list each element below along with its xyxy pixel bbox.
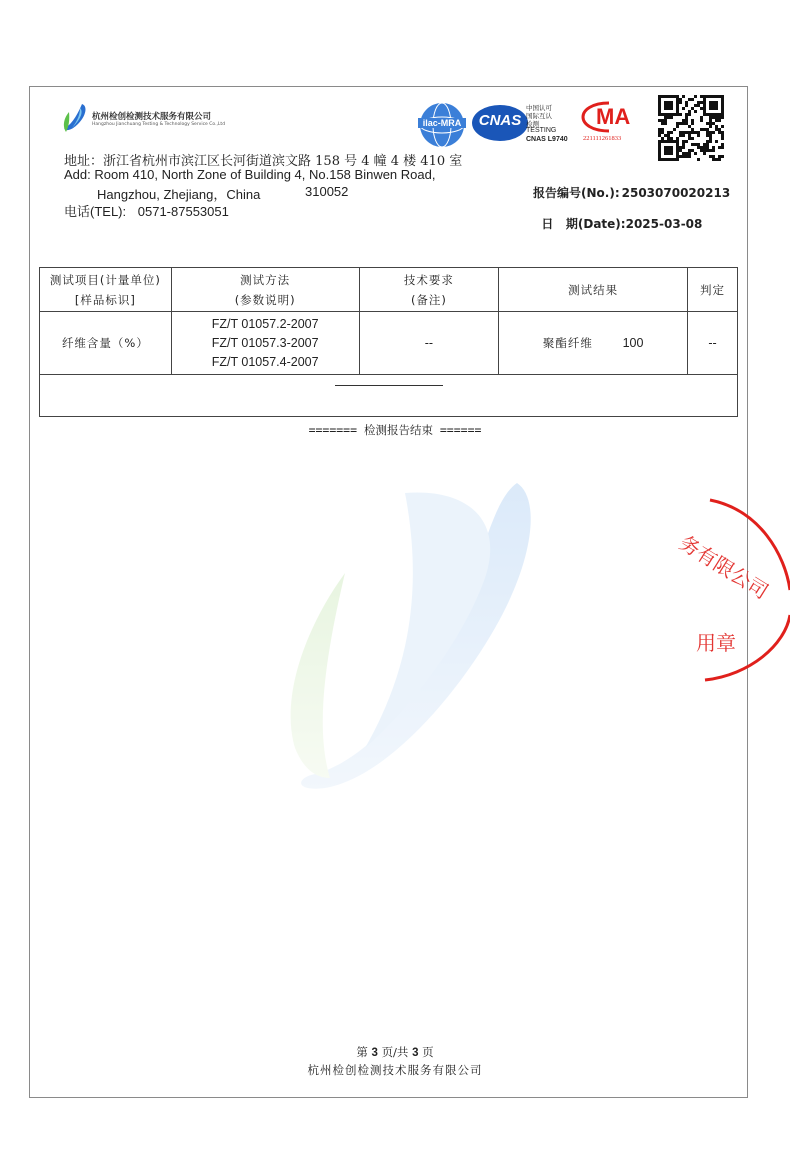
telephone-value: 0571-87553051 [137, 204, 229, 219]
page-mid: 页/共 [381, 1045, 409, 1059]
header-judgement: 判定 [688, 268, 738, 312]
method-standard-1: FZ/T 01057.2-2007 [211, 316, 319, 331]
header-test-item-line2: [样品标识] [74, 292, 136, 307]
cell-requirement: -- [359, 312, 499, 375]
seal-text-seal: 用章 [696, 631, 736, 655]
cell-test-method [171, 312, 359, 375]
address-en-value: Room 410, North Zone of Building 4, No.158 Binwen Road, [94, 167, 436, 182]
address-cn-value: 浙江省杭州市滨江区长河街道滨文路 158 号 4 幢 4 楼 410 室 [103, 154, 463, 169]
qr-code-icon [658, 95, 724, 161]
cma-number: 221111261833 [583, 135, 622, 142]
report-number-value: 2503070020213 [621, 186, 731, 200]
table-row [40, 312, 738, 375]
page-number [0, 1044, 790, 1060]
report-date [533, 201, 702, 232]
header-test-method [171, 268, 359, 312]
cnas-number: CNAS L9740 [526, 136, 568, 143]
header-requirement [359, 268, 499, 312]
telephone-label: 电话(TEL): [64, 204, 127, 219]
report-number-label: 报告编号(No.): [533, 186, 620, 200]
divider-line [335, 385, 443, 386]
header-test-method-line1: 测试方法 [240, 272, 291, 287]
company-name-en: Hangzhou Jianchuang Testing & Technology Service Co.,Ltd [92, 122, 226, 127]
report-end-marker: ======= 检测报告结束 ====== [308, 423, 482, 437]
cma-logo [580, 100, 638, 148]
company-logo-icon [60, 102, 90, 136]
header-test-method-line2: (参数说明) [234, 292, 296, 307]
header-result: 测试结果 [499, 268, 688, 312]
result-fiber-value: 100 [622, 335, 644, 350]
ilac-label: ilac-MRA [418, 118, 466, 128]
company-logo [60, 102, 260, 136]
result-fiber-name: 聚酯纤维 [542, 335, 593, 350]
header-test-item [40, 268, 172, 312]
cnas-label: CNAS [478, 112, 522, 129]
page-current: 3 [371, 1047, 378, 1059]
address-en-line2: Hangzhou, Zhejiang，China [97, 187, 261, 202]
header-requirement-line1: 技术要求 [403, 272, 454, 287]
ilac-mra-logo [418, 101, 466, 149]
footer-company: 杭州检创检测技术服务有限公司 [307, 1063, 483, 1077]
telephone [64, 201, 229, 220]
address-cn-label: 地址： [64, 154, 104, 169]
seal-text-arc: 务有限公司 [675, 530, 773, 604]
cma-label: MA [596, 104, 631, 129]
report-date-label: 日 期(Date): [541, 217, 626, 231]
cell-result [499, 312, 688, 375]
results-table [39, 267, 738, 417]
watermark-logo-icon [255, 478, 555, 798]
table-header-row [40, 268, 738, 312]
address-en-label: Add: [64, 167, 91, 182]
header-test-item-line1: 测试项目(计量单位) [49, 272, 161, 287]
qr-code [658, 95, 724, 161]
postcode: 310052 [305, 184, 349, 199]
cell-test-item: 纤维含量（%） [40, 312, 172, 375]
address-en-line1 [64, 167, 435, 182]
method-standard-2: FZ/T 01057.3-2007 [211, 335, 319, 350]
cell-empty [40, 375, 738, 417]
cnas-testing: TESTING [526, 127, 557, 134]
cnas-logo [470, 101, 580, 149]
page-total: 3 [412, 1047, 419, 1059]
cell-judgement: -- [688, 312, 738, 375]
cnas-cn-1: 中国认可 [526, 104, 552, 112]
cnas-cn-2: 国际互认 [526, 112, 552, 120]
company-seal [675, 495, 790, 685]
report-number [533, 184, 730, 201]
page-prefix: 第 [356, 1045, 368, 1059]
table-empty-row [40, 375, 738, 417]
header-requirement-line2: (备注) [410, 292, 447, 307]
company-name-cn: 杭州检创检测技术服务有限公司 [92, 112, 212, 122]
method-standard-3: FZ/T 01057.4-2007 [211, 354, 319, 369]
cnas-cn-3: 检测 [526, 120, 539, 128]
page-suffix: 页 [422, 1045, 434, 1059]
report-date-value: 2025-03-08 [625, 217, 703, 231]
